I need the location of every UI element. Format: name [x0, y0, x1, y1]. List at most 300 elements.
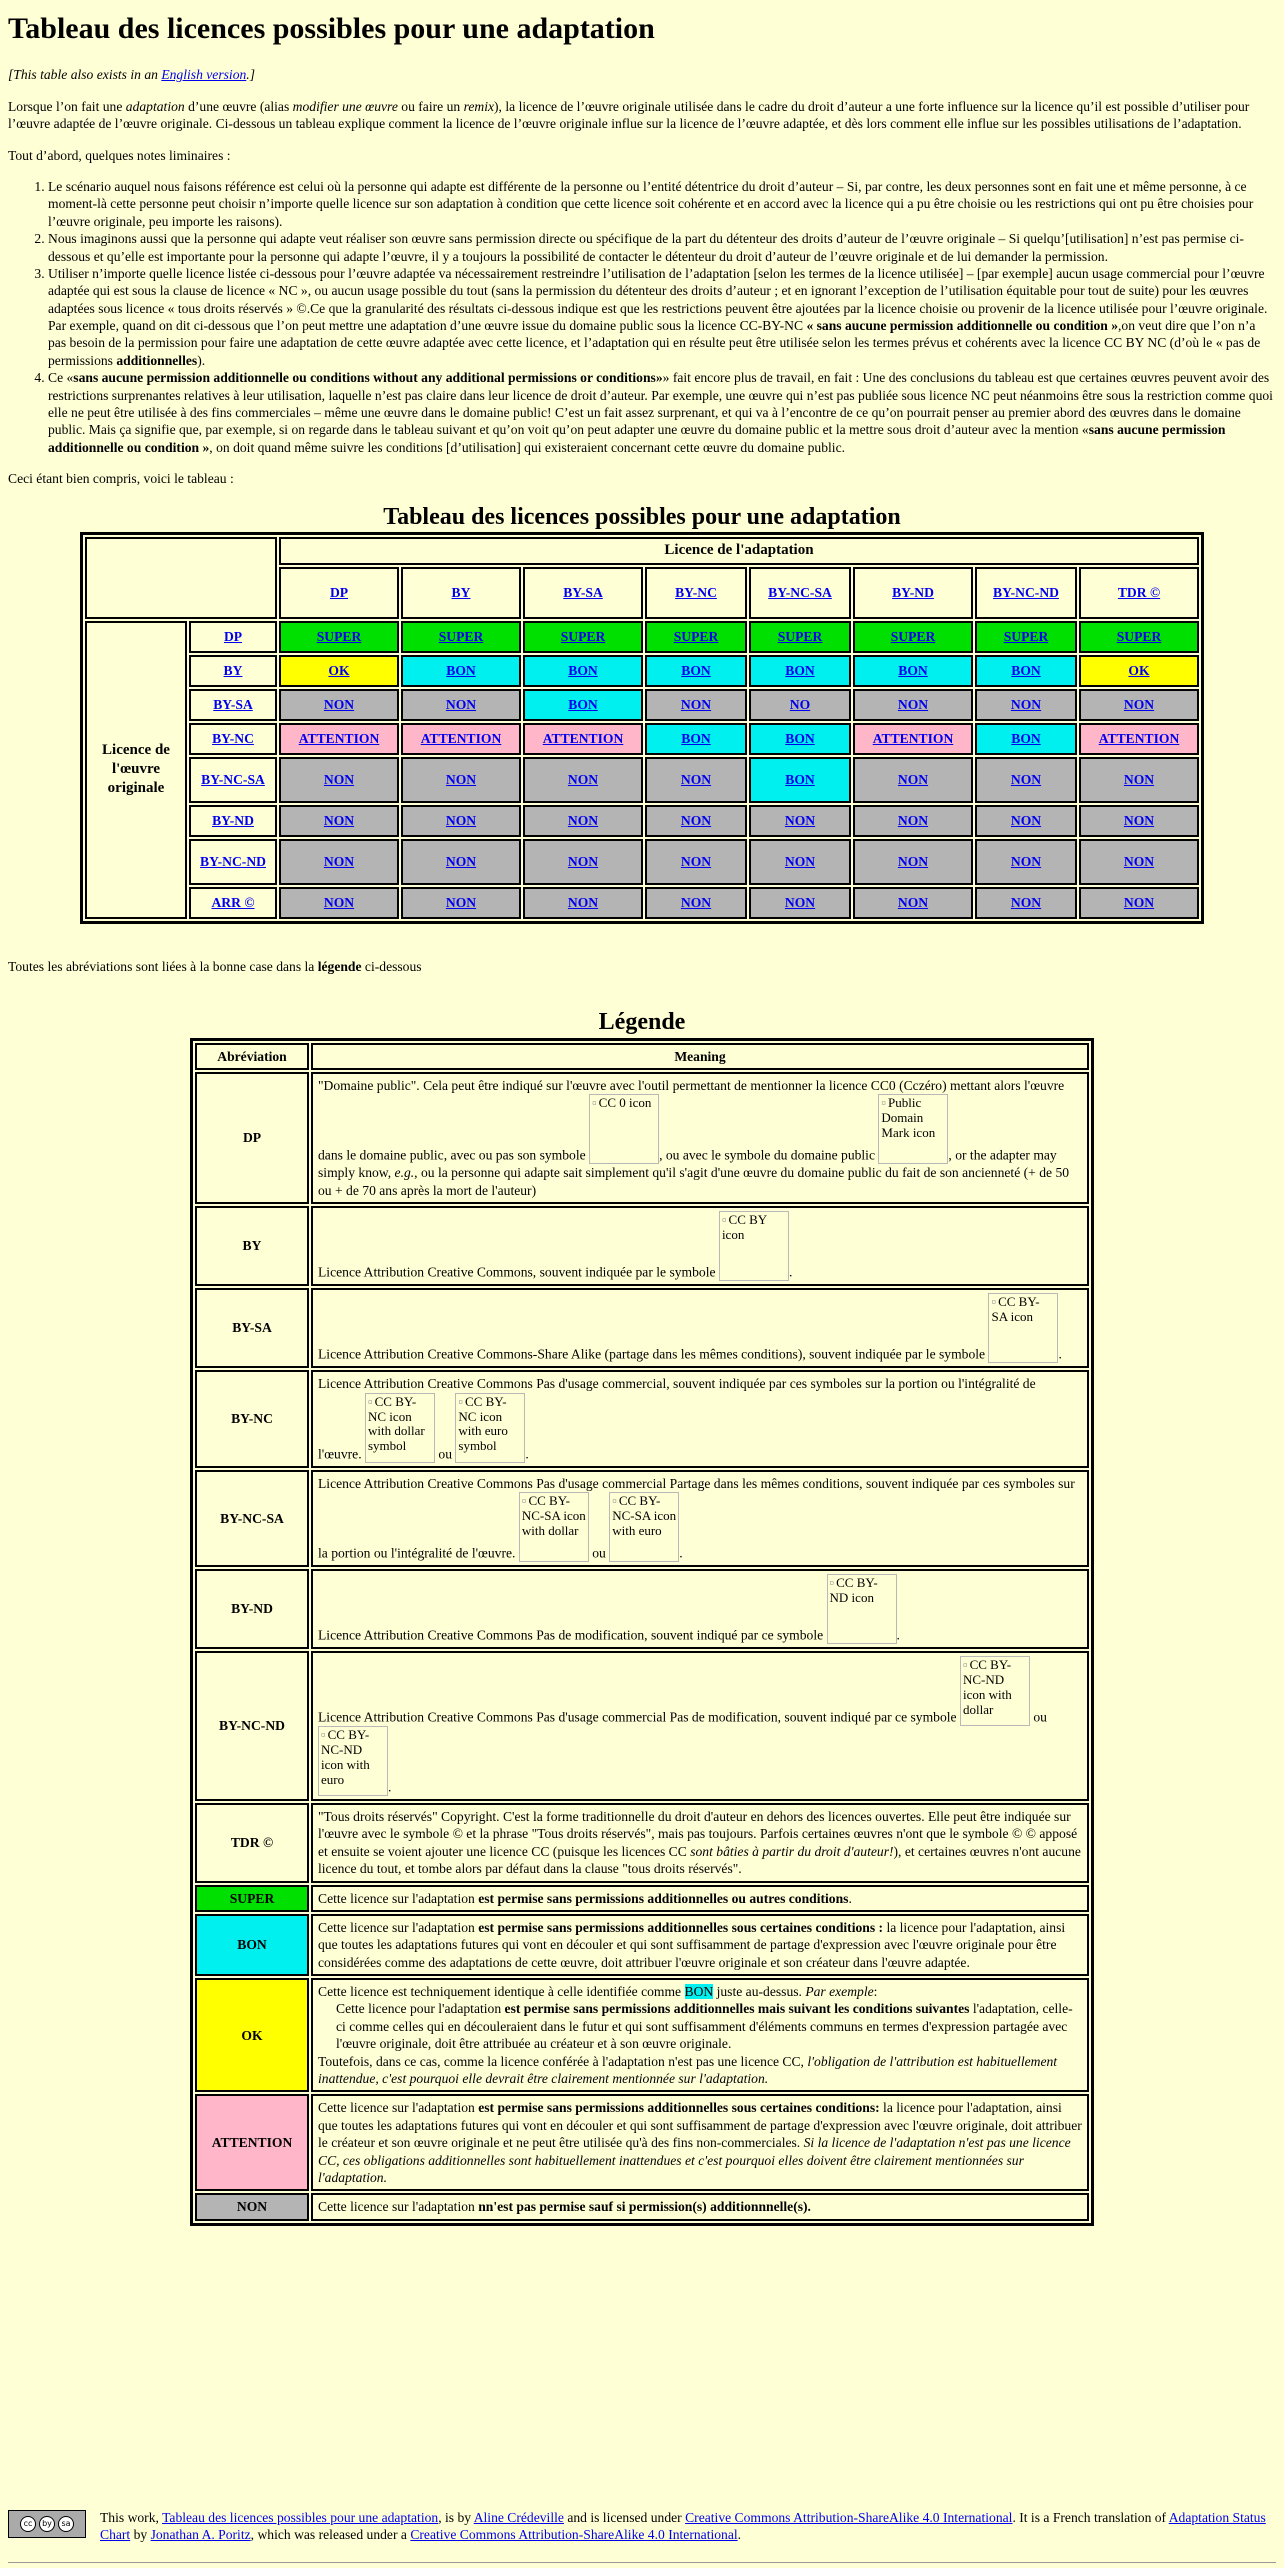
- cell-link[interactable]: NON: [1010, 812, 1042, 828]
- cell-link[interactable]: SUPER: [777, 628, 823, 644]
- footer: [8, 2508, 1276, 2544]
- cell-link[interactable]: NON: [445, 812, 477, 828]
- legend-non-b: nn'est pas permise sauf si permission(s) additionnnelle(s).: [478, 2199, 811, 2215]
- table-row: [85, 655, 1199, 687]
- note-3-c: ,on veut dire que l’on n’a pas besoin de la permission pour faire une adaptation de cette œuvre adaptée avec cette licence, et l’adaptation qui en résulte peut être utilisée selon les termes prévus et cohérents avec la licence CC BY NC (d’où le « pas de permissions: [48, 318, 1261, 368]
- table-cell: [401, 621, 521, 653]
- cell-link[interactable]: SUPER: [560, 628, 606, 644]
- table-cell: [749, 723, 851, 755]
- legend-abbr-tdr: TDR ©: [195, 1803, 309, 1883]
- legend-meaning-non: [311, 2193, 1089, 2220]
- cell-link[interactable]: NON: [445, 894, 477, 910]
- legend-byncnd-or: ou: [1029, 1709, 1047, 1725]
- legend-row-ok: [195, 1978, 1089, 2092]
- row-header: [189, 689, 277, 721]
- table-cell: [1079, 839, 1199, 885]
- legend-att-t1: Cette licence sur l'adaptation: [318, 2100, 479, 2116]
- legend-row-bon: [195, 1914, 1089, 1976]
- table-row: [85, 839, 1199, 885]
- legend-super-b: est permise sans permissions additionnelles ou autres conditions: [478, 1890, 849, 1906]
- footer-t7: .: [737, 2527, 742, 2543]
- table-cell: [645, 689, 747, 721]
- also-exists-note: [8, 66, 1276, 83]
- cell-link[interactable]: BON: [785, 662, 815, 678]
- col-header: [853, 567, 973, 619]
- legend-bynd-t2: .: [896, 1627, 900, 1643]
- legend-header-abbr: Abréviation: [195, 1043, 309, 1070]
- cell-link[interactable]: BON: [568, 696, 598, 712]
- legend-row-byncsa: [195, 1470, 1089, 1567]
- col-header-link[interactable]: BY-ND: [892, 584, 934, 600]
- table-cell: [853, 723, 973, 755]
- col-header-link[interactable]: BY: [451, 584, 471, 600]
- cell-link[interactable]: NON: [784, 853, 816, 869]
- cell-link[interactable]: BON: [785, 730, 815, 746]
- note-2: 2. Nous imaginons aussi que la personne qui adapte veut réaliser son œuvre sans permission directe ou spécifique de la part du détenteur des droits d’auteur de l’œuvre originale – Si quelqu’[utilisation] n’est pas permise ci-dessous et qu’elle est importante pour la personne qui adapte l’œuvre, il y a toujours la possibilité de contacter le détenteur du droit d’auteur de l’œuvre originale et de lui demander la permission.: [48, 230, 1276, 265]
- legend-abbr-bynd: BY-ND: [195, 1569, 309, 1649]
- table-cell: [853, 887, 973, 919]
- legend-byncnd-t2: .: [388, 1779, 392, 1795]
- legend-super-t2: .: [848, 1890, 852, 1906]
- table-cell: [645, 723, 747, 755]
- cell-link[interactable]: NON: [897, 771, 929, 787]
- cell-link[interactable]: NON: [680, 894, 712, 910]
- legend-meaning-tdr: [311, 1803, 1089, 1883]
- legend-ok-t4: Toutefois, dans ce cas, comme la licence conférée à l'adaptation n'est pas une licence CC,: [318, 2053, 808, 2069]
- table-cell: [523, 757, 643, 803]
- cc-by-sa-icon-alt: CC BY-SA icon: [991, 1294, 1040, 1325]
- cell-link[interactable]: BON: [568, 662, 598, 678]
- col-header-link[interactable]: DP: [329, 584, 349, 600]
- legend-row-tdr: [195, 1803, 1089, 1883]
- legend-title: Légende: [598, 1008, 686, 1035]
- cell-link[interactable]: NON: [1123, 894, 1155, 910]
- legend-ok-i1: Cette licence pour l'adaptation: [336, 2001, 505, 2017]
- legend-att-em: Si la licence de l'adaptation n'est pas une licence CC, ces obligations additionnelles sont habituellement inattendues et c'est pourquoi elles doivent être clairement mentionnées sur l'adaptation.: [318, 2135, 1071, 2185]
- table-cell: [1079, 621, 1199, 653]
- intro-em2: modifier une œuvre: [292, 98, 398, 114]
- cell-link[interactable]: SUPER: [890, 628, 936, 644]
- legend-non-t1: Cette licence sur l'adaptation: [318, 2199, 479, 2215]
- legend-byncnd-t1: Licence Attribution Creative Commons Pas d'usage commercial Pas de modification, souvent indiqué par ce symbole: [318, 1709, 960, 1725]
- legend-ok-example: [318, 2000, 1082, 2052]
- cell-link[interactable]: NON: [323, 853, 355, 869]
- footer-work-link[interactable]: Tableau des licences possibles pour une adaptation: [162, 2510, 439, 2525]
- notes-intro: Tout d’abord, quelques notes liminaires :: [8, 147, 231, 163]
- table-cell: [749, 621, 851, 653]
- cell-link[interactable]: BON: [1011, 662, 1041, 678]
- cell-link[interactable]: NON: [1123, 812, 1155, 828]
- legend-abbr-byncsa: BY-NC-SA: [195, 1470, 309, 1567]
- legend-abbr-byncnd: BY-NC-ND: [195, 1651, 309, 1801]
- cell-link[interactable]: NON: [323, 771, 355, 787]
- legend-byncsa-or: ou: [588, 1545, 610, 1561]
- legend-bon-b: est permise sans permissions additionnelles sous certaines conditions :: [478, 1919, 884, 1935]
- table-cell: [749, 757, 851, 803]
- cell-link[interactable]: SUPER: [673, 628, 719, 644]
- legend-abbr-non: NON: [195, 2193, 309, 2220]
- note-4-b: sans aucune permission additionnelle ou conditions without any additional permissions or conditions»: [73, 370, 663, 386]
- legend-bync-t1: Licence Attribution Creative Commons Pas d'usage commercial, souvent indiquée par ces symboles sur la portion ou l'intégralité de l'œuvre.: [318, 1376, 1036, 1462]
- cell-link[interactable]: NON: [1010, 853, 1042, 869]
- row-header: [189, 655, 277, 687]
- cell-link[interactable]: BON: [898, 662, 928, 678]
- table-cell: [401, 723, 521, 755]
- footer-rule: [8, 2562, 1276, 2563]
- legend-meaning-byncnd: [311, 1651, 1089, 1801]
- legend-meaning-dp: [311, 1072, 1089, 1204]
- legend-meaning-bon: [311, 1914, 1089, 1976]
- table-cell: [279, 655, 399, 687]
- cell-link[interactable]: NON: [323, 696, 355, 712]
- table-cell: [401, 655, 521, 687]
- cell-link[interactable]: BON: [1011, 730, 1041, 746]
- table-cell: [1079, 805, 1199, 837]
- legend-bon-t2: la licence pour l'adaptation, ainsi que toutes les adaptations futures qui vont en découler et qui sont suffisamment de partage d'expression avec l'œuvre originale pour être considérées comme des adaptations de cette œuvre, doit attribuer l'œuvre originale et son créateur dans l'œuvre adaptée.: [318, 1919, 1066, 1970]
- row-header: [189, 839, 277, 885]
- legend-byncsa-t2: .: [679, 1545, 683, 1561]
- row-header-link[interactable]: BY-NC: [212, 730, 254, 746]
- cell-link[interactable]: NON: [897, 812, 929, 828]
- cc-by-icon: ▫ CC BY icon: [719, 1211, 789, 1281]
- intro-paragraph: [8, 98, 1276, 133]
- footer-author-link[interactable]: Aline Crédeville: [473, 2510, 564, 2525]
- after-table-note: [8, 958, 1276, 975]
- cell-link[interactable]: NON: [897, 894, 929, 910]
- table-row: [85, 621, 1199, 653]
- row-header-link[interactable]: BY-NC-ND: [200, 853, 266, 869]
- table-cell: [523, 839, 643, 885]
- table-cell: [401, 805, 521, 837]
- legend-by-t2: .: [788, 1264, 793, 1280]
- legend-row-bync: [195, 1370, 1089, 1467]
- note-4-d: sans aucune permission additionnelle ou condition »: [48, 422, 1226, 455]
- cell-link[interactable]: NON: [680, 696, 712, 712]
- col-group-header: Licence de l'adaptation: [279, 537, 1199, 564]
- footer-original-author-link[interactable]: Jonathan A. Poritz: [150, 2527, 251, 2543]
- legend-row-byncnd: [195, 1651, 1089, 1801]
- legend-ok-t2: juste au-dessus.: [713, 1984, 806, 2000]
- cell-link[interactable]: NON: [323, 894, 355, 910]
- col-header: [523, 567, 643, 619]
- intro-t1: Lorsque l’on fait une: [8, 98, 126, 114]
- public-domain-mark-icon: ▫ Public Domain Mark icon: [878, 1094, 948, 1164]
- footer-license-link[interactable]: Creative Commons Attribution-ShareAlike 4.0 International: [685, 2510, 1013, 2525]
- table-cell: [975, 805, 1077, 837]
- table-cell: [279, 839, 399, 885]
- legend-ok-i2: l'adaptation, celle-ci comme celles qui en découleraient dans le futur et qui sont suffisamment d'éléments communs en termes d'expression partagée avec l'œuvre originale, doit être attribuée au créateur et à son œuvre originale.: [336, 2001, 1073, 2052]
- legend-dp-t1: "Domaine public". Cela peut être indiqué sur l'œuvre avec l'outil permettant de mentionner la licence CC0 (Cczéro) mettant alors l'œuvre dans le domaine public, avec ou pas son symbole: [318, 1078, 1065, 1163]
- footer-original-link[interactable]: Adaptation Status Chart: [100, 2510, 1266, 2543]
- cell-link[interactable]: ATTENTION: [298, 730, 380, 746]
- table-cell: [279, 689, 399, 721]
- legend-tdr-t1: "Tous droits réservés" Copyright. C'est la forme traditionnelle du droit d'auteur en dehors des licences ouvertes. Elle peut être indiquée sur l'œuvre avec le symbole © et la phrase "Tous droits réservés", mais pas toujours. Parfois certaines œuvres n'ont que le symbole © © apposé et ensuite se voient ajouter une licence CC (puisque les licences CC: [318, 1808, 1078, 1859]
- footer-t5: by: [130, 2527, 151, 2543]
- cell-link[interactable]: OK: [1128, 662, 1150, 678]
- cc-by-sa-badge-icon[interactable]: [8, 2510, 86, 2538]
- cell-link[interactable]: BON: [681, 730, 711, 746]
- table-cell: [523, 723, 643, 755]
- row-header-link[interactable]: BY: [223, 662, 243, 678]
- cc-by-nc-sa-euro-alt: CC BY-NC-SA icon with euro: [612, 1492, 677, 1538]
- cell-link[interactable]: NON: [680, 853, 712, 869]
- table-cell: [401, 839, 521, 885]
- footer-original-license-link[interactable]: Creative Commons Attribution-ShareAlike 4.0 International: [410, 2527, 738, 2543]
- cell-link[interactable]: NON: [567, 894, 599, 910]
- table-cell: [279, 887, 399, 919]
- intro-t3: ou faire un: [397, 98, 464, 114]
- note-4-e: , on doit quand même suivre les conditions [d’utilisation] qui existeraient concernant cette œuvre du domaine public.: [209, 439, 845, 455]
- note-4: [48, 369, 1276, 456]
- cell-link[interactable]: NON: [445, 853, 477, 869]
- note-3-a: Utiliser n’importe quelle licence listée ci-dessous pour l’œuvre adaptée va nécessairement restreindre l’utilisation de l’adaptation [selon les termes de la licence utilisée] – [par exemple] aucun usage commercial pour l’œuvre adaptée qui est sous la clause de licence « NC », ou aucun usage possible du tout (sans la permission du détenteur des droits d’auteur ; et en ignorant l’exception de l’utilisation équitable pour tout de suite) pour les œuvres adaptées sous licence « tous droits réservés » ©.Ce que la granularité des résultats ci-dessous indique est que les restrictions peuvent être ajoutées par la licence choisie ou provenir de la licence utilisée pour l’œuvre originale. Par exemple, quand on dit ci-dessous que l’on peut mettre une adaptation d’une œuvre issue du domaine public sous la licence CC-BY-NC: [48, 265, 1268, 334]
- table-cell: [975, 689, 1077, 721]
- cc-by-nc-sa-euro-icon: ▫ CC BY-NC-SA icon with euro: [609, 1492, 679, 1562]
- legend-row-attention: [195, 2094, 1089, 2191]
- cell-link[interactable]: NON: [1123, 696, 1155, 712]
- table-cell: [749, 689, 851, 721]
- corner-cell: [85, 537, 277, 618]
- note-3-d: additionnelles: [116, 352, 198, 368]
- row-header-link[interactable]: ARR ©: [211, 894, 255, 910]
- table-cell: [401, 757, 521, 803]
- cell-link[interactable]: NON: [445, 771, 477, 787]
- legend-dp-t4: , ou la personne qui adapte sait simplement qu'il s'agit d'une œuvre du domaine public du fait de son ancienneté (+ de 50 ou + de 70 ans après la mort de l'auteur): [318, 1165, 1070, 1198]
- cc-by-nd-icon: ▫ CC BY-ND icon: [827, 1574, 897, 1644]
- legend-meaning-by: [311, 1206, 1089, 1286]
- footer-text: [8, 2508, 1276, 2544]
- table-row: [85, 757, 1199, 803]
- table-cell: [523, 689, 643, 721]
- cc-by-nc-nd-euro-icon: ▫ CC BY-NC-ND icon with euro: [318, 1726, 388, 1796]
- cell-link[interactable]: NON: [1010, 696, 1042, 712]
- col-header: [401, 567, 521, 619]
- table-cell: [279, 621, 399, 653]
- cell-link[interactable]: SUPER: [316, 628, 362, 644]
- legend-by-t1: Licence Attribution Creative Commons, souvent indiquée par le symbole: [318, 1264, 719, 1280]
- legend-row-bynd: [195, 1569, 1089, 1649]
- legend-row-super: [195, 1885, 1089, 1912]
- row-header: [189, 805, 277, 837]
- col-header: [975, 567, 1077, 619]
- table-cell: [749, 805, 851, 837]
- table-cell: [975, 839, 1077, 885]
- cell-link[interactable]: NON: [567, 812, 599, 828]
- intro-t4: ), la licence de l’œuvre originale utilisée dans le cadre du droit d’auteur a une forte influence sur la licence qu’il est possible d’utiliser pour l’œuvre adaptée de l’œuvre originale. Ci-dessous un tableau explique comment la licence de l’œuvre originale influe sur la licence de l’œuvre adaptée, et dès lors comment elle influe sur les possibles utilisations de l’adaptation.: [8, 98, 1250, 132]
- cell-link[interactable]: NON: [680, 771, 712, 787]
- cell-link[interactable]: BON: [785, 771, 815, 787]
- cell-link[interactable]: NON: [445, 696, 477, 712]
- col-header-link[interactable]: BY-NC-SA: [768, 584, 832, 600]
- cc-by-sa-icon: ▫ CC BY-SA icon: [988, 1293, 1058, 1363]
- cc-by-nc-sa-dollar-icon: ▫ CC BY-NC-SA icon with dollar: [519, 1492, 589, 1562]
- table-cell: [853, 655, 973, 687]
- legend-abbr-attention: ATTENTION: [195, 2094, 309, 2191]
- col-header-link[interactable]: BY-NC: [675, 584, 717, 600]
- table-row: [85, 805, 1199, 837]
- cell-link[interactable]: NON: [897, 696, 929, 712]
- table-cell: [279, 757, 399, 803]
- row-header-link[interactable]: BY-NC-SA: [201, 771, 265, 787]
- cell-link[interactable]: ATTENTION: [542, 730, 624, 746]
- public-domain-mark-alt: Public Domain Mark icon: [881, 1095, 936, 1141]
- legend-row-dp: [195, 1072, 1089, 1204]
- cc0-icon: ▫ CC 0 icon: [589, 1094, 659, 1164]
- legend-abbr-ok: OK: [195, 1978, 309, 2092]
- table-cell: [853, 839, 973, 885]
- adaptation-table: [80, 532, 1204, 923]
- table-cell: [1079, 757, 1199, 803]
- cell-link[interactable]: SUPER: [1003, 628, 1049, 644]
- legend-byncsa-t1: Licence Attribution Creative Commons Pas d'usage commercial Partage dans les mêmes conditions, souvent indiquée par ces symboles sur la portion ou l'intégralité de l'œuvre.: [318, 1475, 1075, 1561]
- cc-by-nc-nd-dollar-alt: CC BY-NC-ND icon with dollar: [962, 1656, 1012, 1717]
- after-table-pre: Toutes les abréviations sont liées à la bonne case dans la: [8, 958, 318, 974]
- cc-by-nc-dollar-icon: ▫ CC BY-NC icon with dollar symbol: [365, 1393, 435, 1463]
- legend-ok-em2: l'obligation de l'attribution est habituellement inattendue, c'est pourquoi elle devrait être clairement mentionnée sur l'adaptation.: [318, 2053, 1058, 2087]
- legend-row-non: [195, 2193, 1089, 2220]
- footer-t1: This work,: [100, 2510, 163, 2525]
- legend-tdr-em: sont bâties à partir du droit d'auteur!: [690, 1843, 894, 1859]
- col-header-link[interactable]: TDR ©: [1117, 584, 1161, 600]
- cc-by-nc-dollar-alt: CC BY-NC icon with dollar symbol: [368, 1393, 425, 1454]
- legend-bon-t1: Cette licence sur l'adaptation: [318, 1919, 479, 1935]
- cell-link[interactable]: NON: [1123, 771, 1155, 787]
- row-header-link[interactable]: DP: [223, 628, 243, 644]
- table-cell: [523, 887, 643, 919]
- legend-header-meaning: Meaning: [311, 1043, 1089, 1070]
- legend-ok-em: Par exemple: [805, 1984, 874, 2000]
- cc-by-nc-nd-euro-alt: CC BY-NC-ND icon with euro: [321, 1726, 370, 1787]
- table-cell: [645, 887, 747, 919]
- legend-abbr-bync: BY-NC: [195, 1370, 309, 1467]
- cc-by-nc-euro-alt: CC BY-NC icon with euro symbol: [458, 1393, 508, 1454]
- legend-super-t1: Cette licence sur l'adaptation: [318, 1890, 479, 1906]
- table-cell: [975, 655, 1077, 687]
- table-row: [85, 689, 1199, 721]
- table-cell: [279, 723, 399, 755]
- cell-link[interactable]: NON: [784, 894, 816, 910]
- col-header-link[interactable]: BY-SA: [563, 584, 603, 600]
- legend-att-t2: la licence pour l'adaptation, ainsi que toutes les adaptations futures qui vont en découler et qui sont suffisamment de partage d'expression avec l'œuvre originale, doit attribuer le créateur et son œuvre originale et ne peut être utilisée qu'à des fins non-commerciales.: [318, 2100, 1082, 2151]
- table-cell: [523, 805, 643, 837]
- note-1: 1. Le scénario auquel nous faisons référence est celui où la personne qui adapte est différente de la personne ou l’entité détentrice du droit d’auteur – Si, par contre, les deux personnes sont en fait une et même personne, à ce moment-là cette personne peut choisir n’importe quelle licence sur son adaptation à condition que cette licence soit cohérente et en accord avec la licence qui a pu être choisie ou les restrictions qui ont pu être choisies pour l’œuvre originale, peu importe les raisons).: [48, 178, 1276, 230]
- footer-t3: and is licensed under: [563, 2510, 686, 2525]
- badge-sa: sa: [58, 2516, 74, 2532]
- legend-meaning-attention: [311, 2094, 1089, 2191]
- note-4-a: Ce «: [48, 370, 74, 386]
- table-cell: [975, 723, 1077, 755]
- cell-link[interactable]: NON: [567, 771, 599, 787]
- cell-link[interactable]: NON: [897, 853, 929, 869]
- cell-link[interactable]: BON: [681, 662, 711, 678]
- cell-link[interactable]: NON: [784, 812, 816, 828]
- cell-link[interactable]: ATTENTION: [1098, 730, 1180, 746]
- legend-ok-ib: est permise sans permissions additionnelles mais suivant les conditions suivantes: [504, 2001, 970, 2017]
- table-cell: [853, 621, 973, 653]
- table-cell: [401, 887, 521, 919]
- cell-link[interactable]: ATTENTION: [872, 730, 954, 746]
- col-header: [1079, 567, 1199, 619]
- table-cell: [1079, 689, 1199, 721]
- cc-by-nc-euro-icon: ▫ CC BY-NC icon with euro symbol: [455, 1393, 525, 1463]
- row-header: [189, 757, 277, 803]
- cell-link[interactable]: NON: [1010, 771, 1042, 787]
- legend-bysa-t1: Licence Attribution Creative Commons-Share Alike (partage dans les mêmes conditions), souvent indiquée par le symbole: [318, 1346, 989, 1362]
- cell-link[interactable]: SUPER: [1116, 628, 1162, 644]
- legend-dp-t3: , or the adapter may simply know,: [318, 1148, 1057, 1181]
- legend-meaning-super: [311, 1885, 1089, 1912]
- note-4-c: » fait encore plus de travail, en fait : Une des conclusions du tableau est que certaines œuvres peuvent avoir des restrictions surprenantes relatives à leur utilisation, laquelle n’est pas claire dans leur licence de droit d’auteur. Par exemple, une œuvre qui n’est pas publiée sous licence NC peut néanmoins être sous la restriction comme quoi elle ne peut être utilisée à des fins commerciales – même une œuvre dans le domaine public! C’est un fait assez surprenant, et qui va à l’encontre de ce qu’on pourrait penser au premier abord des œuvres dans le domaine public. Mais ça signifie que, par exemple, si on regarde dans le tableau suivant et qu’on voit qu’on peut adapter une œuvre du domaine public et la mettre sous droit d’auteur avec la mention «: [48, 370, 1273, 438]
- table-cell: [1079, 723, 1199, 755]
- col-header-link[interactable]: BY-NC-ND: [993, 584, 1059, 600]
- legend-row-bysa: [195, 1288, 1089, 1368]
- cell-link[interactable]: NON: [567, 853, 599, 869]
- also-exists-pre: [This table also exists in an: [8, 67, 162, 83]
- cell-link[interactable]: NON: [1123, 853, 1155, 869]
- col-header: [279, 567, 399, 619]
- row-header-link[interactable]: BY-SA: [213, 696, 253, 712]
- cell-link[interactable]: NON: [323, 812, 355, 828]
- cell-link[interactable]: BON: [446, 662, 476, 678]
- cell-link[interactable]: NON: [1010, 894, 1042, 910]
- legend-abbr-super: SUPER: [195, 1885, 309, 1912]
- row-header-link[interactable]: BY-ND: [212, 812, 254, 828]
- legend-meaning-bysa: [311, 1288, 1089, 1368]
- col-header: [749, 567, 851, 619]
- table-cell: [975, 887, 1077, 919]
- legend-tdr-t2: ), et certaines œuvres n'ont aucune licence du tout, et tombe alors par défaut dans la clause "tous droits réservés".: [318, 1843, 1081, 1877]
- cell-link[interactable]: OK: [328, 662, 350, 678]
- row-header: [189, 723, 277, 755]
- cell-link[interactable]: NON: [680, 812, 712, 828]
- english-version-link[interactable]: English version: [161, 67, 247, 83]
- footer-t6: , which was released under a: [250, 2527, 411, 2543]
- legend-bync-t2: .: [525, 1446, 529, 1462]
- notes-list: [8, 178, 1276, 456]
- cell-link[interactable]: NO: [789, 696, 811, 712]
- legend-ok-t1: Cette licence est techniquement identique à celle identifiée comme: [318, 1984, 685, 2000]
- before-table: Ceci étant bien compris, voici le tableau :: [8, 471, 234, 487]
- legend-abbr-bysa: BY-SA: [195, 1288, 309, 1368]
- table-cell: [975, 757, 1077, 803]
- legend-meaning-bynd: [311, 1569, 1089, 1649]
- table-cell: [749, 887, 851, 919]
- cc0-icon-alt: CC 0 icon: [598, 1095, 652, 1111]
- table-cell: [401, 689, 521, 721]
- cc-by-nd-icon-alt: CC BY-ND icon: [829, 1574, 878, 1605]
- footer-t2: , is by: [438, 2510, 474, 2525]
- note-3: [48, 265, 1276, 369]
- footer-t4: . It is a French translation of: [1012, 2510, 1169, 2525]
- intro-t2: d’une œuvre (alias: [184, 98, 293, 114]
- legend-ok-highlight: BON: [684, 1984, 714, 2000]
- row-header: [189, 887, 277, 919]
- cell-link[interactable]: ATTENTION: [420, 730, 502, 746]
- table-cell: [645, 839, 747, 885]
- legend-table: [190, 1038, 1094, 2226]
- cell-link[interactable]: SUPER: [438, 628, 484, 644]
- table-cell: [645, 621, 747, 653]
- intro-em1: adaptation: [125, 98, 185, 114]
- cc-by-nc-sa-dollar-alt: CC BY-NC-SA icon with dollar: [521, 1492, 586, 1538]
- legend-bync-or: ou: [435, 1446, 456, 1462]
- also-exists-post: .]: [246, 67, 255, 83]
- legend-bynd-t1: Licence Attribution Creative Commons Pas de modification, souvent indiqué par ce symbole: [318, 1627, 827, 1643]
- after-table-post: ci-dessous: [361, 958, 422, 974]
- cc-by-nc-nd-dollar-icon: ▫ CC BY-NC-ND icon with dollar: [960, 1656, 1030, 1726]
- legend-dp-em: e.g.: [394, 1165, 415, 1181]
- badge-cc: cc: [20, 2516, 36, 2532]
